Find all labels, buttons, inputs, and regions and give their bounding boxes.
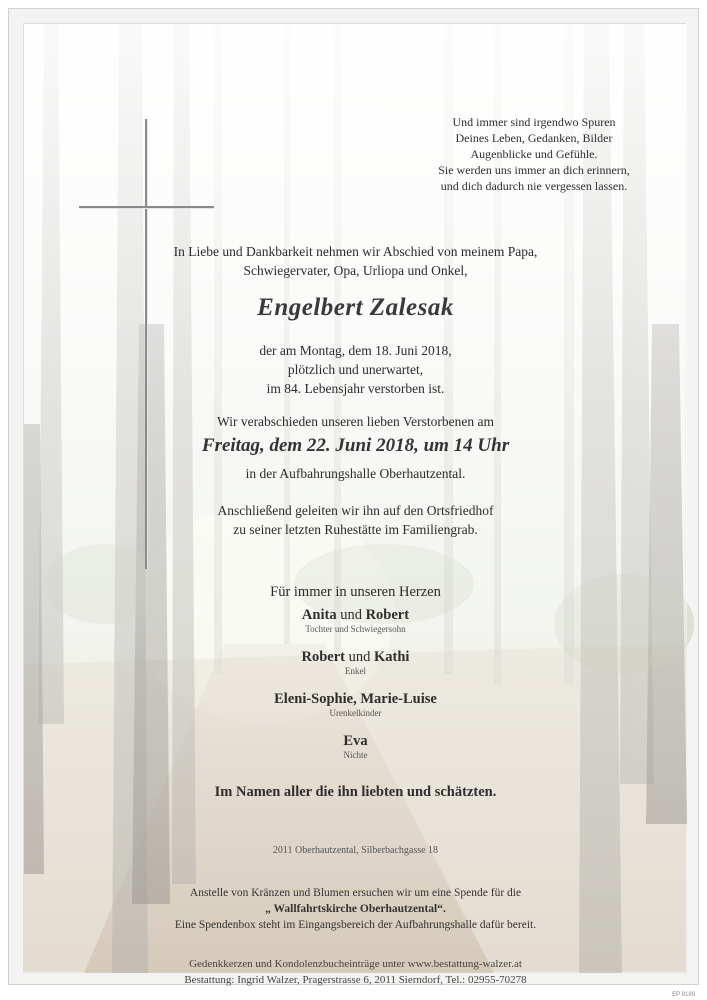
burial-line-2: zu seiner letzten Ruhestätte im Familiengrab.: [233, 522, 478, 537]
mourner-names: [24, 607, 687, 624]
donation-organisation: „ Wallfahrtskirche Oberhautzental“.: [265, 903, 446, 915]
intro-text: [24, 242, 687, 280]
donation-line-3: Eine Spendenbox steht im Eingangsbereich der Aufbahrungshalle dafür bereit.: [174, 919, 537, 931]
mourner-name: Robert: [301, 649, 346, 665]
mourner-entry: [24, 607, 687, 634]
mourner-entry: [24, 733, 687, 760]
poem-line: Und immer sind irgendwo Spuren: [452, 115, 616, 129]
mourner-name: Kathi: [374, 649, 410, 665]
farewell-intro: Wir verabschieden unseren lieben Verstorbenen am: [217, 414, 494, 429]
deceased-name: Engelbert Zalesak: [257, 294, 454, 321]
death-line-2: plötzlich und unerwartet,: [287, 362, 424, 377]
mourner-conjunction: und: [340, 607, 362, 623]
death-line-3: im 84. Lebensjahr verstorben ist.: [266, 381, 445, 396]
poem-line: Augenblicke und Gefühle.: [470, 147, 598, 161]
mourner-entry: [24, 649, 687, 676]
mourner-entry: [24, 691, 687, 718]
mourner-conjunction: und: [348, 649, 371, 665]
footer-line-2: Bestattung: Ingrid Walzer, Pragerstrasse 6, 2011 Sierndorf, Tel.: 02955-70278: [184, 974, 527, 986]
mourner-name: Robert: [365, 607, 410, 623]
mourner-names: [24, 733, 687, 750]
death-line-1: der am Montag, dem 18. Juni 2018,: [259, 343, 452, 358]
mourner-name: Anita: [301, 607, 337, 623]
herzen-heading: Für immer in unseren Herzen: [270, 584, 441, 600]
mourner-name: Eleni-Sophie, Marie-Luise: [274, 691, 437, 707]
print-code: EP 9189: [672, 992, 695, 998]
cross-horizontal-beam: [79, 206, 214, 208]
death-notice: [24, 341, 687, 398]
mourner-names: [24, 691, 687, 708]
funeral-date: Freitag, dem 22. Juni 2018, um 14 Uhr: [201, 435, 510, 456]
burial-line-1: Anschließend geleiten wir ihn auf den Ortsfriedhof: [217, 503, 494, 518]
donation-notice: [24, 885, 687, 933]
mourner-relation: Tochter und Schwiegersohn: [305, 624, 406, 634]
donation-line-1: Anstelle von Kränzen und Blumen ersuchen wir um eine Spende für die: [189, 887, 522, 899]
intro-line-1: In Liebe und Dankbarkeit nehmen wir Abschied von meinem Papa,: [173, 244, 538, 259]
mourner-relation: Urenkelkinder: [329, 708, 382, 718]
mourner-name: Eva: [343, 733, 368, 749]
poem: [384, 114, 684, 194]
burial-notice: [24, 501, 687, 539]
poem-line: und dich dadurch nie vergessen lassen.: [440, 179, 628, 193]
family-address: 2011 Oberhautzental, Silberbachgasse 18: [272, 845, 439, 856]
footer-line-1: Gedenkkerzen und Kondolenzbucheinträge unter www.bestattung-walzer.at: [189, 958, 522, 970]
funeral-home-footer: [24, 956, 687, 988]
intro-line-2: Schwiegervater, Opa, Urliopa und Onkel,: [243, 263, 468, 278]
funeral-location: in der Aufbahrungshalle Oberhautzental.: [245, 466, 466, 481]
mourner-relation: Nichte: [343, 750, 368, 760]
parte-sheet: [23, 23, 686, 986]
poem-line: Deines Leben, Gedanken, Bilder: [455, 131, 613, 145]
parte-frame: [8, 8, 699, 985]
closing-line: Im Namen aller die ihn liebten und schätzten.: [214, 784, 497, 800]
mourner-names: [24, 649, 687, 666]
mourner-relation: Enkel: [345, 666, 366, 676]
poem-line: Sie werden uns immer an dich erinnern,: [438, 163, 630, 177]
